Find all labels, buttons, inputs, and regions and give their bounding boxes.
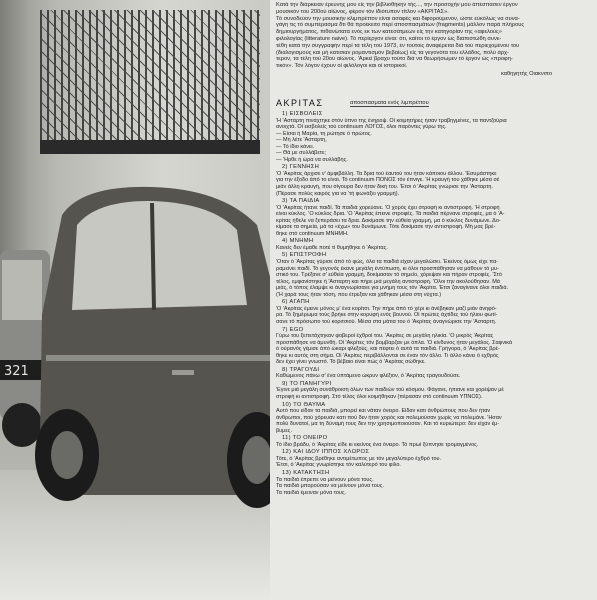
intro-line: τερον, τα τέλη τού 20ού αίώνος. 'Αρκεί βραχυ τούτο διά να θεωρήσωμεν τό έργον ώς «προφη-: [276, 56, 513, 63]
section-title: 5) ΕΠΙΣΤΡΟΦΗ: [282, 252, 327, 259]
section-title: 2) ΓΕΝΝΗΣΗ: [282, 164, 320, 171]
section-line: Τα παιδιά έμειναν μόνα τους.: [276, 489, 347, 496]
section-line: σανε τό πρόσωπο τού κοριτσιού. Μέσα στα μάτια του ό 'Ακρίτας άναγνώρισε την 'Ασταρτη.: [276, 318, 497, 325]
section-title: 9) ΤΟ ΠΑΝΗΓΥΡΙ: [282, 380, 332, 387]
section-line: ('Η χαρά τους ήταν τόση, που έτρεξαν και χάθηκαν μέσα στη νύχτα.): [276, 291, 442, 298]
section-line: 'Ο 'Ακρίτας άρχισε ν' άμφιβάλλη. Τα δρια τού έαυτού του ήταν κάποιου άλλου. 'Εσυμάστηκε: [276, 170, 497, 177]
section-line: θηκε κι αυτός στη σήμα. Οί 'Ακρίτες περιβάλλονται σε έναν τόν άλλο. Τι άλλο κάνει ό εχθρός: [276, 352, 499, 359]
libretto-heading: [276, 98, 592, 108]
section-line: 'Οταν ό 'Ακρίτας γύρισε άπό τό φώς, όλα τα παιδιά είχαν μεγαλώσει. 'Εκείνος όμως είχε πα-: [276, 259, 498, 266]
section-title: 10) ΤΟ ΘΑΥΜΑ: [282, 401, 326, 408]
section-line: κρίτας ήθελε να ξεπεράσει τα δρια. Δοκίμασε την εύθεία γραμμή, μα ό κύκλος δυνάμωνε. Δο-: [276, 217, 501, 224]
section-line: Κανείς δεν έμαθε ποτέ τί θυμήθηκε ό 'Ακρίτας.: [276, 244, 388, 251]
section-line: 'Ο 'Ακρίτας ήτανε παιδί. Τά παιδιά χορεύανε. 'Ο χορός έχει στροφή κι αντιστροφή. 'Η στροφή: [276, 204, 500, 211]
section-line: δεν έχει γίνει γνωστό. Τό βέβαιο είναι πώς ό 'Ακρίτας σώθηκε.: [276, 359, 426, 366]
intro-line: Κατά την διάρκειαν έρευνης μου είς την βιβλιοθήκην τής..., την προσοχήν μου άπέσπασεν έργον: [276, 2, 518, 8]
introduction: [276, 2, 592, 78]
section-line: — 'Ηρθε ή ώρα να συλλάβης.: [276, 156, 348, 163]
vintage-car: [22, 185, 272, 515]
section-title: 7) EGO: [282, 326, 304, 333]
section: [276, 252, 592, 298]
section-line: πολύ δυνατοί, μα τη δύναμή τους δεν την χρησιμοποιούσαν. Και τό κυριώτερο: δεν είχαν έμ-: [276, 421, 500, 428]
section-line: Τό ίδιο βράδυ, ό 'Ακρίτας είδε κι εκείνος ένα όνειρο. Τό πρωί ξύπνησε τρομαγμένος.: [276, 441, 479, 448]
libretto-subtitle: αποσπασματα ενός λιμπρέττου: [350, 100, 429, 106]
section-title: 12) ΚΑΙ ΙΔΟΥ ΙΠΠΟΣ ΧΛΩΡΟΣ: [282, 449, 370, 456]
libretto-sections: [276, 110, 592, 497]
section-line: θηκε στό continuum ΜΝΗΜΗ.: [276, 230, 349, 237]
section: [276, 367, 592, 380]
section-line: (Πέρασε πολύς καιρός για να 'τή φωνάξει γραμμή).: [276, 190, 400, 197]
section-title: 4) ΜΝΗΜΗ: [282, 238, 314, 245]
section-line: — Τό ίδιο κάνει.: [276, 143, 315, 150]
section-title: 3) ΤΑ ΠΑΙΔΙΑ: [282, 198, 320, 205]
intro-line: τικόν». Τόν λόγον έχουν οί φιλόλογοι και οί ιστορικοί.: [276, 63, 408, 70]
section-line: — Είσαι ή Μαρία, τη ρώτησε ό πρώτος.: [276, 130, 372, 137]
section: [276, 381, 592, 401]
section-line: 'Ετσι, ό 'Ακρίτας γνωρίστηκε τόν καλύτερό του φίλο.: [276, 462, 401, 469]
intro-line: γάγη τις τό συμπέρασμα δτι θά προέκειτο περί αποσπασμάτων (fragments) μάλλον παρά πλήρους: [276, 22, 525, 29]
libretto-title: ΑΚΡΙΤΑΣ: [276, 98, 324, 108]
section-title: 11) ΤΟ ΟΝΕΙΡΟ: [282, 435, 328, 442]
section-line: 'Εγινε μιά μεγάλη συνάθροιση όλων των παιδιών τού κόσμου. Φάγανε, ήπιανε και χορέψαν μέ: [276, 387, 504, 394]
street-photograph: [0, 0, 272, 600]
section-title: 13) ΚΑΤΑΚΤΗΣΗ: [282, 469, 330, 476]
intro-line: μουσικόν τού 200ού αίώνος, φέρον τόν ίδιότυπον τίτλον «ΑΚΡΙΤΑΣ».: [276, 8, 449, 15]
section-line: στικό του. Τρέξανε σ' εύθεία γραμμή, δοκίμασαν τό σημείο, χόρεψαν και πήραν στροφές. 'Στό: [276, 272, 502, 279]
section-line: Τα παιδιά έπρεπε να μείνουν μόνα τους.: [276, 476, 374, 483]
section-line: — Θά με συλλάβετε;: [276, 150, 326, 157]
section-title: 8) ΤΡΑΓΟΥΔΙ: [282, 366, 320, 373]
section-title: 1) ΕΙΣΒΟΛΕΙΣ: [282, 111, 323, 117]
section-line: ραμείνει παιδί. Τό γεγονός έκανε μεγάλη έντύπωση, κι όλοι προσπάθησαν να μάθουν τό μυ-: [276, 265, 499, 272]
section-line: βυμες.: [276, 427, 292, 434]
intro-line: (διαλογισμούς και μή κατισιαν ρομαντισμόν βεβαίως) είς τα γεγονότα του ελλάδος, πολύ άρχ-: [276, 49, 509, 56]
section-line: για την έξοδο άπό το είναι. Τό continuum ΠΟΝΟΣ τόν έπνιγε. 'Η κραυγή του χάθηκε μέσα σέ: [276, 177, 500, 184]
intro-line: τέθη κατά την συγγραφήν περί τα τέλη τού 1973, έν τούτοις άναφέρεται διά τού περιεχομένου του: [276, 42, 520, 49]
section-line: Γύρω του ξεπετάχτηκαν φοβεροί έχθροί του. 'Ακρίτες σε μεγάλη ηλικία. 'Ο μικρός 'Ακρίτας: [276, 333, 494, 340]
signature: καθηγητής Οιακνιπο: [500, 70, 552, 77]
section-line: προσπάθησε να άμυνθή. Οί 'Ακρίτες τόν βομβαρζαν με όπλα. 'Ο κίνδυνος ήταν μεγάλος. Σαφνικά: [276, 339, 513, 346]
section: [276, 470, 592, 496]
section: [276, 111, 592, 163]
section-line: Τα παιδιά μπορούσαν να μείνουν μόνα τους.: [276, 483, 384, 490]
section: [276, 327, 592, 366]
balcony-base: [40, 140, 260, 154]
section-line: άνθρωποι, πού χόρευαν κατι πού δεν ήταν χορός και πολεμούσαν χωρίς να πολεμάνε. 'Ησαν: [276, 414, 502, 421]
intro-line: φιλολογίας (litterature naive). Τό περίεργον είναι: ότι, καίτοι τό έργον ώς διαπιστώθη συνε-: [276, 35, 502, 42]
section-title: 6) ΑΓΑΠΗ: [282, 299, 310, 306]
section: [276, 449, 592, 469]
section-line: Τότε, ό 'Ακρίτας βρέθηκε αντιμέτωπος με τόν μεγαλύτερο έχθρό του.: [276, 455, 442, 462]
section-line: ό ούρανός γέμισε άπό ώκαρι φλεξούς, και πέφτει ό αυτά τα παιδιά. Γρήγορα, ό 'Ακρίτας βρέ-: [276, 346, 500, 353]
section-line: ρα. Τό ξημέρωμα τούς βρήκε στην κορυφή ενός βουνού. Οί πρώτες άχτίδες τού ήλιου φωτί-: [276, 312, 498, 319]
section-line: Καθώμενος πάνω σ' ένα ύπτάμενο ώκρυν φλέξιον, ό 'Ακρίτας τραγουδούσε.: [276, 373, 461, 380]
section-line: ανοιχτά. Οί εισβολείς τού continuum ΛΟΓΟΣ, όλοι παρόντες γύρω της.: [276, 124, 447, 131]
section: [276, 402, 592, 435]
section-line: είναι κύκλος. 'Ο κύκλος δρια. 'Ο 'Ακρίτας έπεινε στροφές. Τά παιδιά πέρνανε στροφές, μα ό 'Α-: [276, 211, 505, 218]
section: [276, 164, 592, 197]
license-plate: 321: [4, 364, 29, 379]
wrought-iron-balcony: [40, 10, 260, 140]
intro-line: Τό συνοδεύον την μουσικήν κλιμπρέττον είναι ασαφές και διφορούμενον, ώστε εύκόλως να συνα-: [276, 15, 520, 22]
section: [276, 198, 592, 237]
intro-line: δημιουργήματος, πιθανώτατα ενός εκ των κατεσάτμεων είς την κατηγορίαν της «αφελούς»: [276, 29, 502, 36]
section: [276, 299, 592, 325]
section-line: μιάν άλλη κραυγή, που σίγουρα δεν ήταν δική του. 'Ετσι ό 'Ακρίτας γνώρισε την 'Ασταρτη.: [276, 184, 493, 191]
section-line: 'Η 'Ασταρτη πινάχτηκε στόν ύπνο της ένηροψ. Οί κοιμητήρες ήσαν τραβηγμένες, τα παντζούρια: [276, 117, 507, 124]
section-line: — Μη λέτε 'Ασταρτη,: [276, 137, 327, 144]
section-line: μιάς, ό τόπος έλαμψε κι άναγνωρίσανε για μνήμη τους τόν 'Ακρίτα. 'Ετσι ζαναγίνανε όλοι παιδιά.: [276, 285, 509, 292]
section-line: κίμασε τα σημεία, μά τα «έχω» του δυνάμωνε. Τότε δοκίμασε την αντιστροφή. Μή μας βρέ-: [276, 224, 496, 231]
section-line: Αυτό που είδαν τα παιδιά, μπορεί και νάταν όνειρο. Είδαν κατι άνθρώπους που δεν ήταν: [276, 408, 491, 415]
section-line: τέλος, εμφανίστηκε ή 'Ασταρτη και πήρε μιά μεγάλη αντιστροφή. 'Ολοι την ακολούθησαν. Μά: [276, 278, 500, 285]
section-line: στροφή κι αντιστροφή. Στό τέλος όλοι κοιμήθηκαν (πέρασαν στό continuum ΥΠΝΟΣ).: [276, 393, 483, 400]
section-line: 'Ο 'Ακρίτας έμεινε μόνος μ' ένα κορίτσι. Την πήρε άπό τό χέρι κι άνέβηκαν μαζί μιάν άνηφό-: [276, 305, 497, 312]
section: [276, 435, 592, 448]
section: [276, 238, 592, 251]
